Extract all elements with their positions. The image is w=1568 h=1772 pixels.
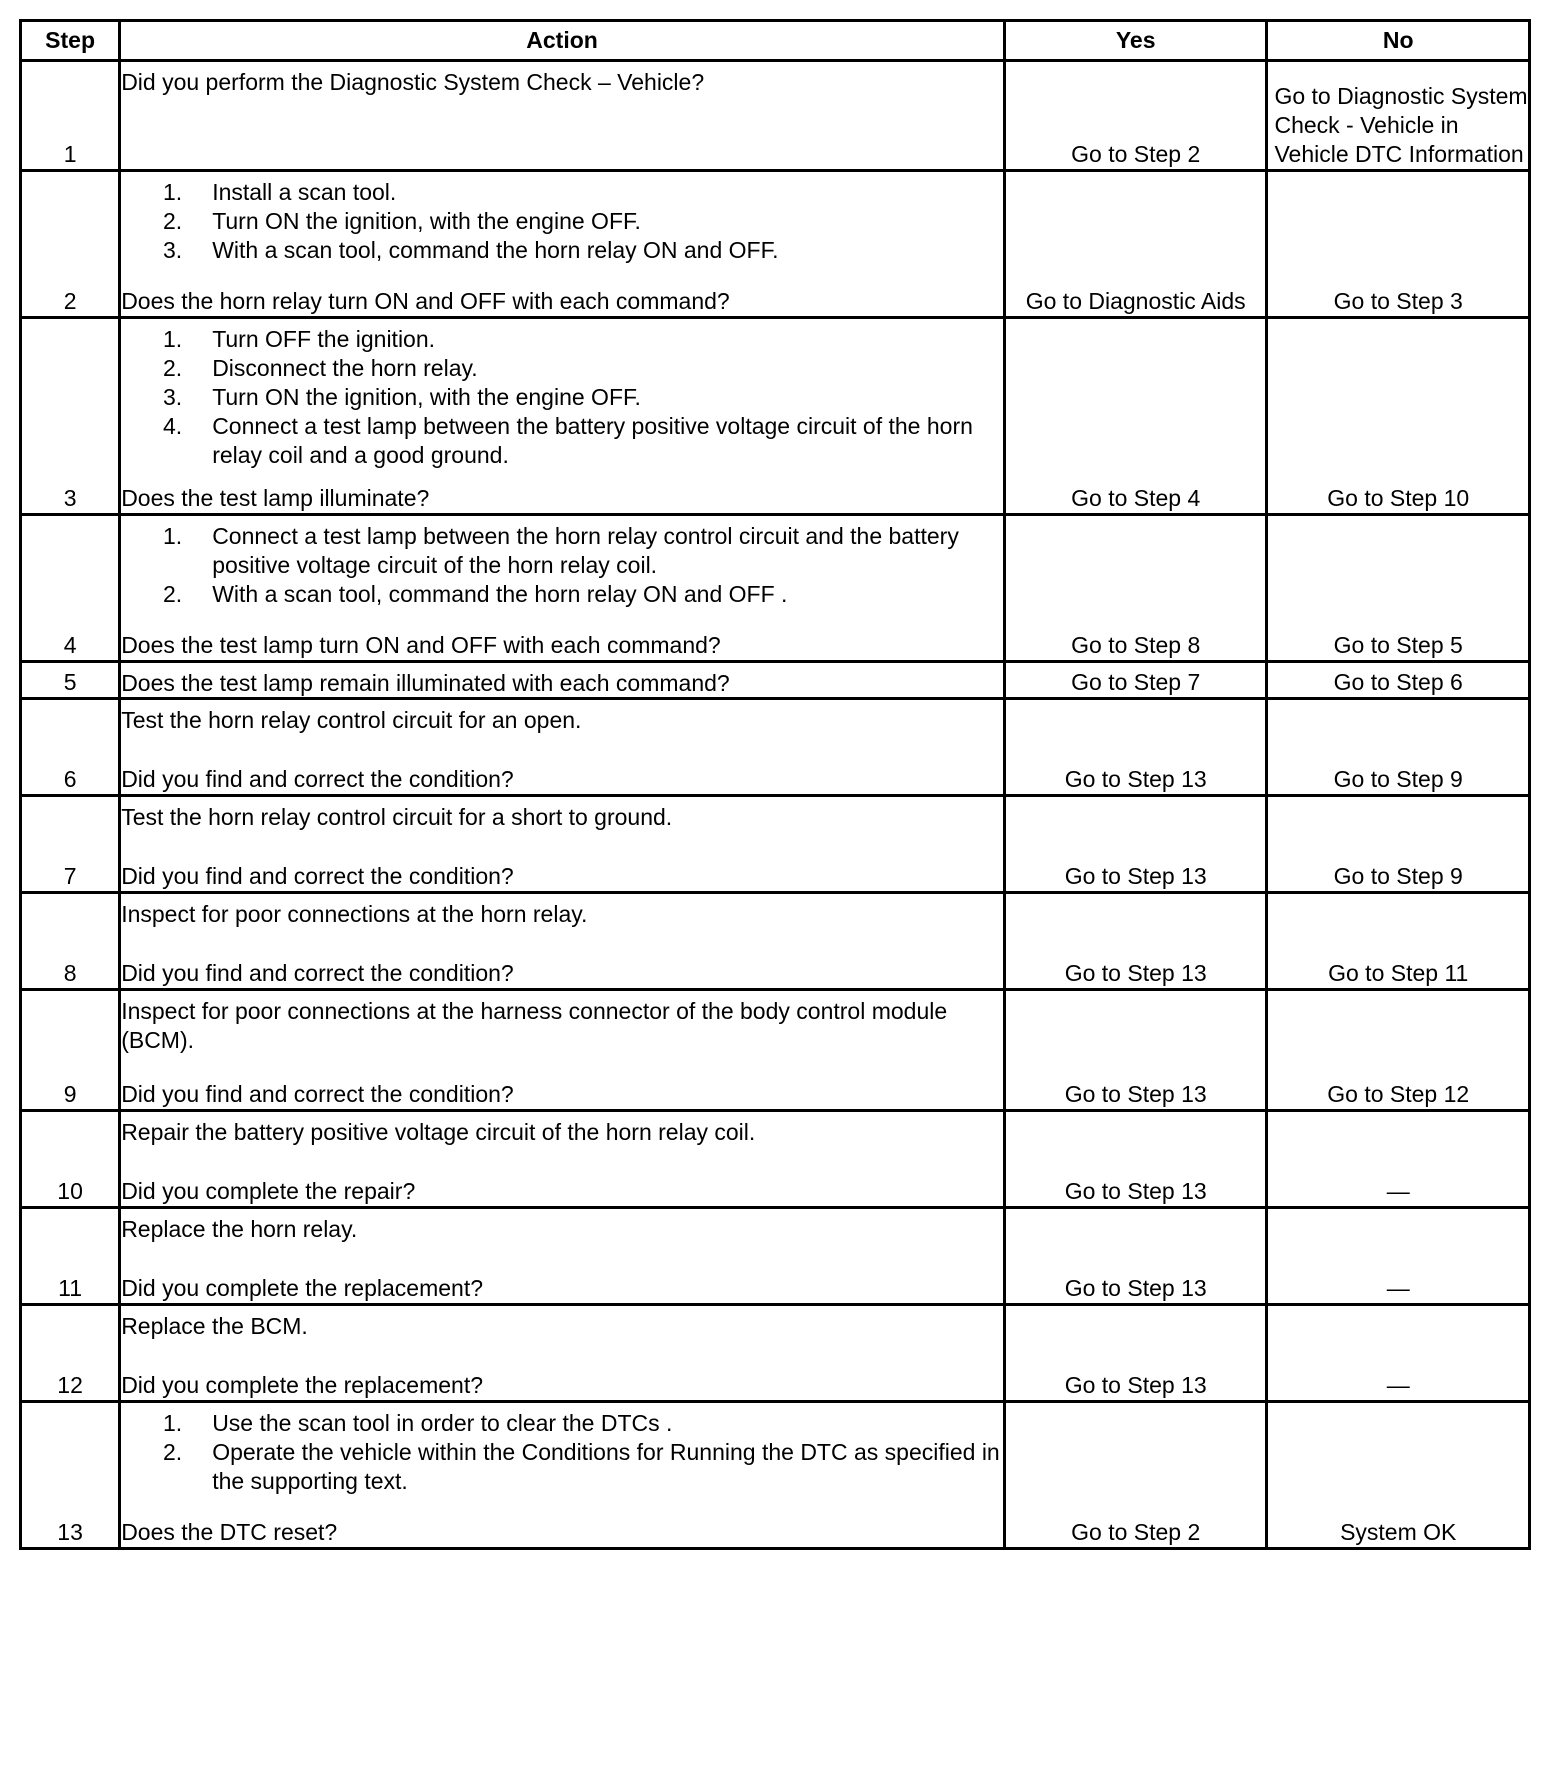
yes-result: Go to Step 13 [1004, 1111, 1267, 1208]
step-number: 10 [21, 1111, 120, 1208]
action-steps-list [121, 178, 1003, 265]
action-step-item [121, 522, 1003, 580]
action-step-number: 1. [163, 1410, 183, 1436]
header-yes: Yes [1004, 21, 1267, 61]
no-result: Go to Step 6 [1267, 662, 1530, 699]
yes-result: Go to Step 13 [1004, 893, 1267, 990]
table-row [21, 1208, 1530, 1305]
action-step-item [121, 325, 1003, 354]
step-number: 6 [21, 699, 120, 796]
action-step-text: With a scan tool, command the horn relay ON and OFF . [212, 581, 788, 607]
step-number: 7 [21, 796, 120, 893]
table-row [21, 1111, 1530, 1208]
header-step: Step [21, 21, 120, 61]
action-text: Replace the horn relay. [121, 1216, 358, 1242]
step-number: 13 [21, 1402, 120, 1549]
no-result: Go to Step 10 [1267, 318, 1530, 515]
action-cell [120, 61, 1005, 171]
diagnostic-table [19, 19, 1531, 1550]
no-result: Go to Step 11 [1267, 893, 1530, 990]
action-step-text: Turn ON the ignition, with the engine OFF. [212, 384, 641, 410]
yes-result: Go to Step 7 [1004, 662, 1267, 699]
action-cell [120, 171, 1005, 318]
table-row [21, 318, 1530, 515]
yes-result: Go to Step 2 [1004, 1402, 1267, 1549]
action-question: Does the test lamp illuminate? [121, 485, 430, 511]
action-step-number: 2. [163, 208, 183, 234]
action-cell [120, 893, 1005, 990]
no-result: Go to Step 9 [1267, 699, 1530, 796]
yes-result: Go to Step 2 [1004, 61, 1267, 171]
action-cell [120, 1208, 1005, 1305]
yes-result: Go to Step 13 [1004, 699, 1267, 796]
step-number: 5 [21, 662, 120, 699]
action-step-number: 2. [163, 355, 183, 381]
table-row [21, 171, 1530, 318]
action-step-item [121, 383, 1003, 412]
table-row [21, 662, 1530, 699]
table-row [21, 1305, 1530, 1402]
action-question: Does the horn relay turn ON and OFF with each command? [121, 288, 730, 314]
step-number: 12 [21, 1305, 120, 1402]
step-number: 1 [21, 61, 120, 171]
yes-result: Go to Step 8 [1004, 515, 1267, 662]
action-step-text: Disconnect the horn relay. [212, 355, 478, 381]
action-question: Does the DTC reset? [121, 1519, 338, 1545]
action-question: Did you find and correct the condition? [121, 863, 514, 889]
action-text: Inspect for poor connections at the harness connector of the body control module (BCM). [121, 998, 948, 1053]
action-step-number: 4. [163, 413, 183, 439]
no-result: Go to Step 5 [1267, 515, 1530, 662]
action-step-item [121, 1409, 1003, 1438]
no-result: Go to Step 9 [1267, 796, 1530, 893]
header-no: No [1267, 21, 1530, 61]
table-row [21, 61, 1530, 171]
action-cell [120, 990, 1005, 1111]
action-text: Inspect for poor connections at the horn relay. [121, 901, 588, 927]
action-step-text: Connect a test lamp between the horn relay control circuit and the battery positive voltage circuit of the horn relay coil. [212, 523, 959, 578]
action-step-item [121, 580, 1003, 609]
action-question: Did you complete the repair? [121, 1178, 416, 1204]
action-step-item [121, 236, 1003, 265]
action-step-item [121, 207, 1003, 236]
action-step-text: Install a scan tool. [212, 179, 397, 205]
action-steps-list [121, 325, 1003, 470]
yes-result: Go to Step 13 [1004, 1208, 1267, 1305]
action-step-number: 1. [163, 523, 183, 549]
step-number: 4 [21, 515, 120, 662]
action-cell [120, 1111, 1005, 1208]
action-question: Does the test lamp remain illuminated with each command? [121, 670, 730, 696]
action-step-item [121, 178, 1003, 207]
action-step-number: 1. [163, 326, 183, 352]
action-step-number: 1. [163, 179, 183, 205]
action-question: Does the test lamp turn ON and OFF with each command? [121, 632, 721, 658]
header-row [21, 21, 1530, 61]
action-text: Test the horn relay control circuit for an open. [121, 707, 582, 733]
action-step-number: 2. [163, 581, 183, 607]
action-text: Repair the battery positive voltage circuit of the horn relay coil. [121, 1119, 756, 1145]
no-result: Go to Diagnostic System Check - Vehicle in Vehicle DTC Information [1267, 61, 1530, 171]
action-step-text: Connect a test lamp between the battery positive voltage circuit of the horn relay coil and a good ground. [212, 413, 973, 468]
action-step-item [121, 1438, 1003, 1496]
action-cell [120, 662, 1005, 699]
action-step-text: With a scan tool, command the horn relay ON and OFF. [212, 237, 779, 263]
action-steps-list [121, 522, 1003, 609]
no-result: Go to Step 3 [1267, 171, 1530, 318]
action-question: Did you complete the replacement? [121, 1275, 483, 1301]
action-question: Did you find and correct the condition? [121, 766, 514, 792]
step-number: 3 [21, 318, 120, 515]
action-question: Did you find and correct the condition? [121, 1081, 514, 1107]
table-row [21, 1402, 1530, 1549]
action-text: Test the horn relay control circuit for a short to ground. [121, 804, 673, 830]
table-row [21, 893, 1530, 990]
header-action: Action [120, 21, 1005, 61]
action-step-number: 3. [163, 237, 183, 263]
action-text: Did you perform the Diagnostic System Check – Vehicle? [121, 69, 705, 95]
no-result: Go to Step 12 [1267, 990, 1530, 1111]
no-result: — [1267, 1305, 1530, 1402]
action-cell [120, 1402, 1005, 1549]
step-number: 8 [21, 893, 120, 990]
action-question: Did you find and correct the condition? [121, 960, 514, 986]
action-text: Replace the BCM. [121, 1313, 308, 1339]
action-cell [120, 515, 1005, 662]
no-result: — [1267, 1208, 1530, 1305]
yes-result: Go to Step 13 [1004, 990, 1267, 1111]
action-cell [120, 796, 1005, 893]
action-step-number: 3. [163, 384, 183, 410]
table-row [21, 796, 1530, 893]
table-row [21, 990, 1530, 1111]
action-step-item [121, 354, 1003, 383]
yes-result: Go to Diagnostic Aids [1004, 171, 1267, 318]
step-number: 11 [21, 1208, 120, 1305]
step-number: 2 [21, 171, 120, 318]
action-step-item [121, 412, 1003, 470]
action-step-number: 2. [163, 1439, 183, 1465]
yes-result: Go to Step 13 [1004, 796, 1267, 893]
action-step-text: Turn ON the ignition, with the engine OFF. [212, 208, 641, 234]
yes-result: Go to Step 4 [1004, 318, 1267, 515]
table-row [21, 515, 1530, 662]
action-steps-list [121, 1409, 1003, 1496]
action-step-text: Use the scan tool in order to clear the DTCs . [212, 1410, 673, 1436]
yes-result: Go to Step 13 [1004, 1305, 1267, 1402]
table-body [21, 61, 1530, 1549]
table-row [21, 699, 1530, 796]
step-number: 9 [21, 990, 120, 1111]
action-cell [120, 1305, 1005, 1402]
no-result: System OK [1267, 1402, 1530, 1549]
action-question: Did you complete the replacement? [121, 1372, 483, 1398]
no-result: — [1267, 1111, 1530, 1208]
action-cell [120, 699, 1005, 796]
action-step-text: Turn OFF the ignition. [212, 326, 436, 352]
action-step-text: Operate the vehicle within the Conditions for Running the DTC as specified in the supporting text. [212, 1439, 1000, 1494]
action-cell [120, 318, 1005, 515]
